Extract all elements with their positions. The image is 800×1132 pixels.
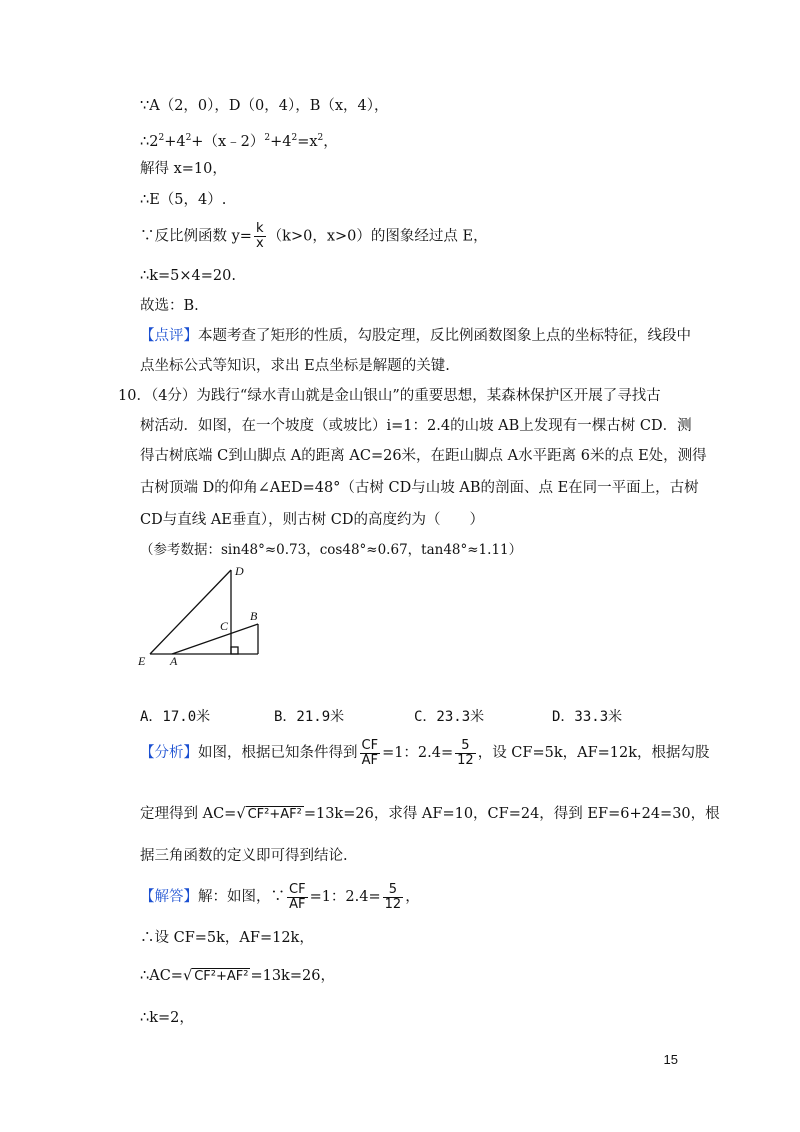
prev-line-1: ∵A（2，0），D（0，4），B（x，4）， (140, 98, 389, 114)
sup: 2 (158, 133, 165, 143)
analysis-line-2 (140, 804, 720, 824)
question-line-4: 古树顶端 D的仰角∠AED=48°（古树 CD与山坡 AB的剖面、点 E在同一平面上，古树 (140, 480, 699, 496)
choice-a: A．17.0米 (140, 709, 211, 725)
text: =13k=26， (250, 968, 335, 984)
numerator: k (254, 222, 266, 237)
text: ， (323, 134, 338, 150)
label-C: C (220, 619, 229, 633)
text: =x (297, 134, 318, 150)
answer-line-3 (140, 966, 335, 986)
text: ∵反比例函数 y= (140, 228, 252, 245)
denominator: AF (361, 752, 378, 768)
label-D: D (235, 564, 244, 578)
answer-line-1 (140, 882, 420, 912)
sqrt-content: CF²+AF² (247, 807, 302, 822)
label-A: A (170, 654, 178, 668)
sqrt-sign: √ (236, 806, 246, 822)
text: ，设 CF=5k，AF=12k，根据勾股 (477, 745, 710, 761)
analysis-tag: 【分析】 (140, 745, 198, 761)
denominator: AF (289, 896, 306, 912)
prev-line-7: 故选：B. (140, 298, 199, 314)
sup: 2 (291, 133, 298, 143)
label-B: B (250, 609, 258, 623)
prev-line-3: 解得 x=10， (140, 161, 227, 177)
right-angle-mark (231, 647, 238, 654)
denominator: x (255, 236, 264, 251)
label-E: E (138, 654, 146, 668)
sup: 2 (185, 133, 192, 143)
text: （k>0，x>0）的图象经过点 E， (267, 228, 488, 245)
denominator: 12 (384, 896, 402, 912)
numerator: 5 (455, 739, 476, 754)
analysis-line-3: 据三角函数的定义即可得到结论. (140, 848, 348, 864)
numerator: CF (361, 737, 379, 753)
text: ∴2 (140, 134, 159, 150)
choice-d: D．33.3米 (552, 709, 623, 725)
prev-line-4: ∴E（5，4）. (140, 192, 227, 208)
answer-line-4: ∴k=2， (140, 1010, 194, 1026)
choice-b: B．21.9米 (274, 709, 345, 725)
question-line-3: 得古树底端 C到山脚点 A的距离 AC=26米，在距山脚点 A水平距离 6米的点 E处，测得 (140, 448, 707, 464)
line-AB (172, 624, 258, 654)
sqrt-content: CF²+AF² (194, 969, 249, 984)
text: ， (405, 889, 420, 905)
question-line-1: 10．（4分）为践行“绿水青山就是金山银山”的重要思想，某森林保护区开展了寻找古 (118, 388, 661, 404)
sup: 2 (317, 133, 324, 143)
geometry-figure (136, 562, 266, 672)
numerator: 5 (383, 883, 404, 898)
text: 定理得到 AC= (140, 806, 237, 822)
page-number: 15 (663, 1052, 678, 1067)
text: +（x﹣2） (191, 134, 265, 150)
prev-line-6: ∴k=5×4=20. (140, 268, 236, 284)
text: +4 (164, 134, 186, 150)
answer-line-2: ∴设 CF=5k，AF=12k， (140, 930, 314, 946)
question-reference-data: （参考数据：sin48°≈0.73，cos48°≈0.67，tan48°≈1.11） (140, 542, 523, 558)
question-line-5: CD与直线 AE垂直），则古树 CD的高度约为（ ） (140, 512, 484, 528)
prev-line-5 (140, 222, 488, 251)
numerator: CF (289, 881, 306, 897)
fraction (360, 739, 381, 768)
sqrt-sign: √ (182, 968, 193, 984)
line-ED (150, 570, 231, 654)
sup: 2 (264, 133, 271, 143)
fraction (254, 222, 266, 251)
comment-tag: 【点评】 (140, 328, 198, 344)
choice-c: C．23.3米 (414, 709, 485, 725)
fraction (383, 883, 404, 912)
text: 本题考查了矩形的性质，勾股定理，反比例函数图象上点的坐标特征，线段中 (198, 328, 691, 344)
text: ∴AC= (140, 968, 183, 984)
text: =1：2.4= (309, 889, 381, 905)
denominator: 12 (457, 752, 474, 768)
analysis-line-1 (140, 738, 710, 768)
text: 如图，根据已知条件得到 (198, 745, 358, 761)
fraction (455, 739, 476, 768)
prev-comment-line-1 (140, 326, 691, 346)
text: +4 (270, 134, 292, 150)
prev-comment-line-2: 点坐标公式等知识，求出 E点坐标是解题的关键. (140, 358, 450, 374)
answer-tag: 【解答】 (140, 889, 198, 905)
text: =13k=26，求得 AF=10，CF=24，得到 EF=6+24=30，根 (303, 806, 720, 822)
question-line-2: 树活动．如图，在一个坡度（或坡比）i=1：2.4的山坡 AB上发现有一棵古树 CD．测 (140, 418, 692, 434)
text: =1：2.4= (382, 745, 454, 761)
text: 解：如图，∵ (198, 889, 285, 905)
prev-line-2 (140, 128, 338, 152)
fraction (287, 883, 308, 912)
